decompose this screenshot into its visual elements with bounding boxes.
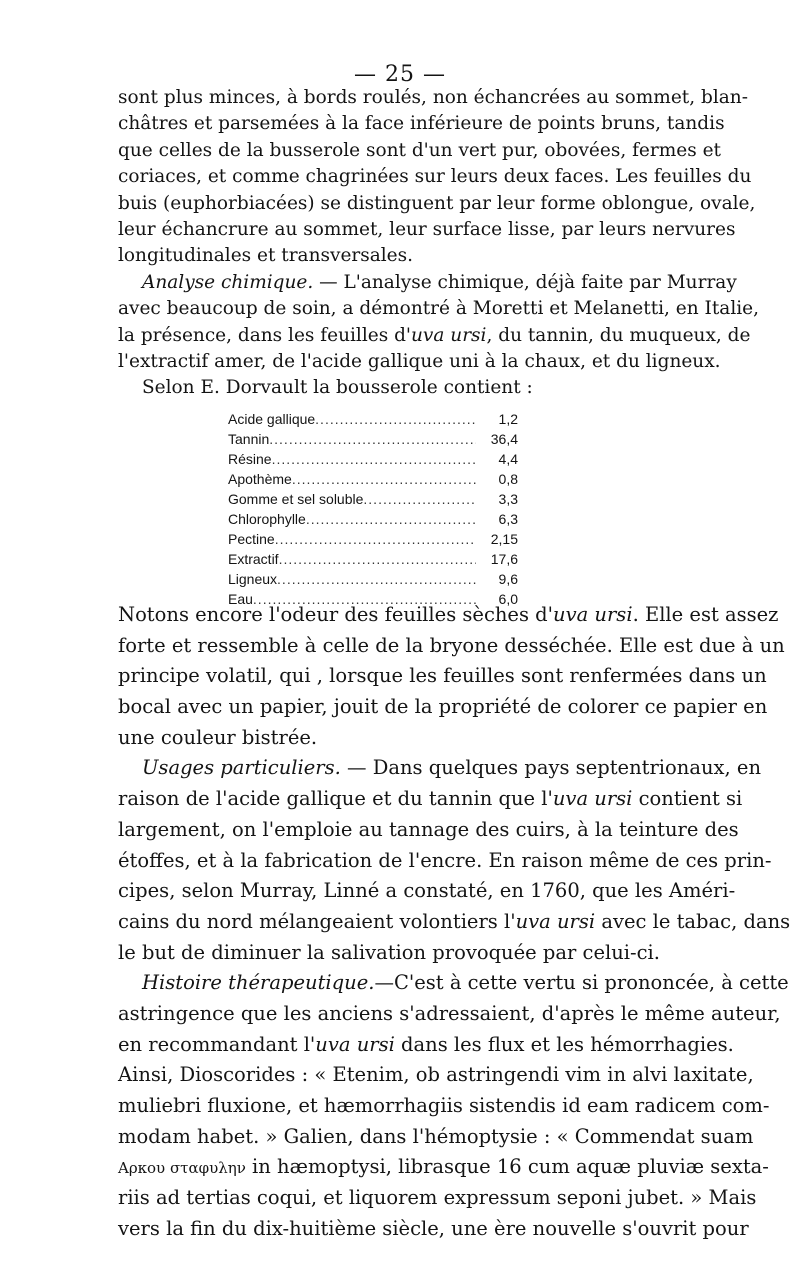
- text-line: cipes, selon Murray, Linné a constaté, en 1760, que les Améri-: [118, 879, 736, 903]
- text-line: leur échancrure au sommet, leur surface lisse, par leurs nervures: [118, 218, 736, 240]
- text-line: la présence, dans les feuilles d'uva ursi, du tannin, du muqueux, de: [118, 324, 751, 346]
- text-line: forte et ressemble à celle de la bryone desséchée. Elle est due à un: [118, 633, 785, 657]
- text-line: vers la fin du dix-huitième siècle, une ère nouvelle s'ouvrit pour: [118, 1216, 749, 1240]
- table-row: Ligneux ..... 9,6: [228, 569, 518, 589]
- text-line: largement, on l'emploie au tannage des cuirs, à la teinture des: [118, 817, 739, 841]
- lower-text-block: [118, 600, 791, 1244]
- text-line: cains du nord mélangeaient volontiers l'uva ursi avec le tabac, dans: [118, 909, 791, 933]
- text-line: le but de diminuer la salivation provoquée par celui-ci.: [118, 940, 660, 964]
- text-line: Selon E. Dorvault la bousserole contient :: [142, 377, 533, 399]
- text-line: raison de l'acide gallique et du tannin que l'uva ursi contient si: [118, 787, 743, 811]
- text-line: en recommandant l'uva ursi dans les flux et les hémorrhagies.: [118, 1032, 734, 1056]
- text-line: riis ad tertias coqui, et liquorem expressum seponi jubet. » Mais: [118, 1186, 757, 1210]
- table-row: Acide gallique ..... 1,2: [228, 409, 518, 429]
- text-line: que celles de la busserole sont d'un vert pur, obovées, fermes et: [118, 139, 721, 161]
- table-row: Chlorophylle ..... 6,3: [228, 509, 518, 529]
- section-heading-usages: Usages particuliers.: [142, 756, 341, 780]
- text-line: principe volatil, qui , lorsque les feuilles sont renfermées dans un: [118, 664, 767, 688]
- table-row: Gomme et sel soluble ..... 3,3: [228, 489, 518, 509]
- analyse-line: Analyse chimique. — L'analyse chimique, déjà faite par Murray: [142, 271, 737, 293]
- section-heading-histoire: Histoire thérapeutique.: [142, 971, 375, 995]
- table-row: Extractif ..... 17,6: [228, 549, 518, 569]
- table-row: Eau ..... 6,0: [228, 589, 518, 609]
- text-line: astringence que les anciens s'adressaient, d'après le même auteur,: [118, 1001, 781, 1025]
- text-line: avec beaucoup de soin, a démontré à Moretti et Melanetti, en Italie,: [118, 298, 759, 320]
- table-row: Apothème ..... 0,8: [228, 469, 518, 489]
- section-heading-analyse: Analyse chimique.: [142, 271, 314, 293]
- histoire-line: Histoire thérapeutique.—C'est à cette vertu si prononcée, à cette: [142, 971, 789, 995]
- text-line: buis (euphorbiacées) se distinguent par leur forme oblongue, ovale,: [118, 192, 756, 214]
- table-row: Pectine ..... 2,15: [228, 529, 518, 549]
- text-line: châtres et parsemées à la face inférieure de points bruns, tandis: [118, 113, 725, 135]
- composition-table: [228, 409, 518, 609]
- text-line: Notons encore l'odeur des feuilles sèches d'uva ursi. Elle est assez: [118, 603, 779, 626]
- text-line: Αρκου σταφυλην in hæmoptysi, librasque 16 cum aquæ pluviæ sexta-: [118, 1155, 769, 1179]
- text-line: sont plus minces, à bords roulés, non échancrées au sommet, blan-: [118, 87, 748, 108]
- greek-phrase: Αρκου σταφυλην: [118, 1159, 246, 1178]
- text-line: longitudinales et transversales.: [118, 245, 414, 267]
- text-line: modam habet. » Galien, dans l'hémoptysie : « Commendat suam: [118, 1124, 754, 1148]
- upper-text-block: [118, 85, 759, 402]
- table-row: Résine ..... 4,4: [228, 449, 518, 469]
- table-row: Tannin ..... 36,4: [228, 429, 518, 449]
- text-line: étoffes, et à la fabrication de l'encre. En raison même de ces prin-: [118, 848, 772, 872]
- text-line: Ainsi, Dioscorides : « Etenim, ob astringendi vim in alvi laxitate,: [118, 1063, 754, 1087]
- text-line: bocal avec un papier, jouit de la propriété de colorer ce papier en: [118, 695, 768, 719]
- text-line: l'extractif amer, de l'acide gallique uni à la chaux, et du ligneux.: [118, 350, 721, 372]
- text-line: coriaces, et comme chagrinées sur leurs deux faces. Les feuilles du: [118, 166, 752, 188]
- usages-line: Usages particuliers. — Dans quelques pays septentrionaux, en: [142, 756, 762, 780]
- page-number: — 25 —: [354, 62, 446, 87]
- text-line: muliebri fluxione, et hæmorrhagiis sistendis id eam radicem com-: [118, 1094, 770, 1117]
- text-line: une couleur bistrée.: [118, 725, 318, 749]
